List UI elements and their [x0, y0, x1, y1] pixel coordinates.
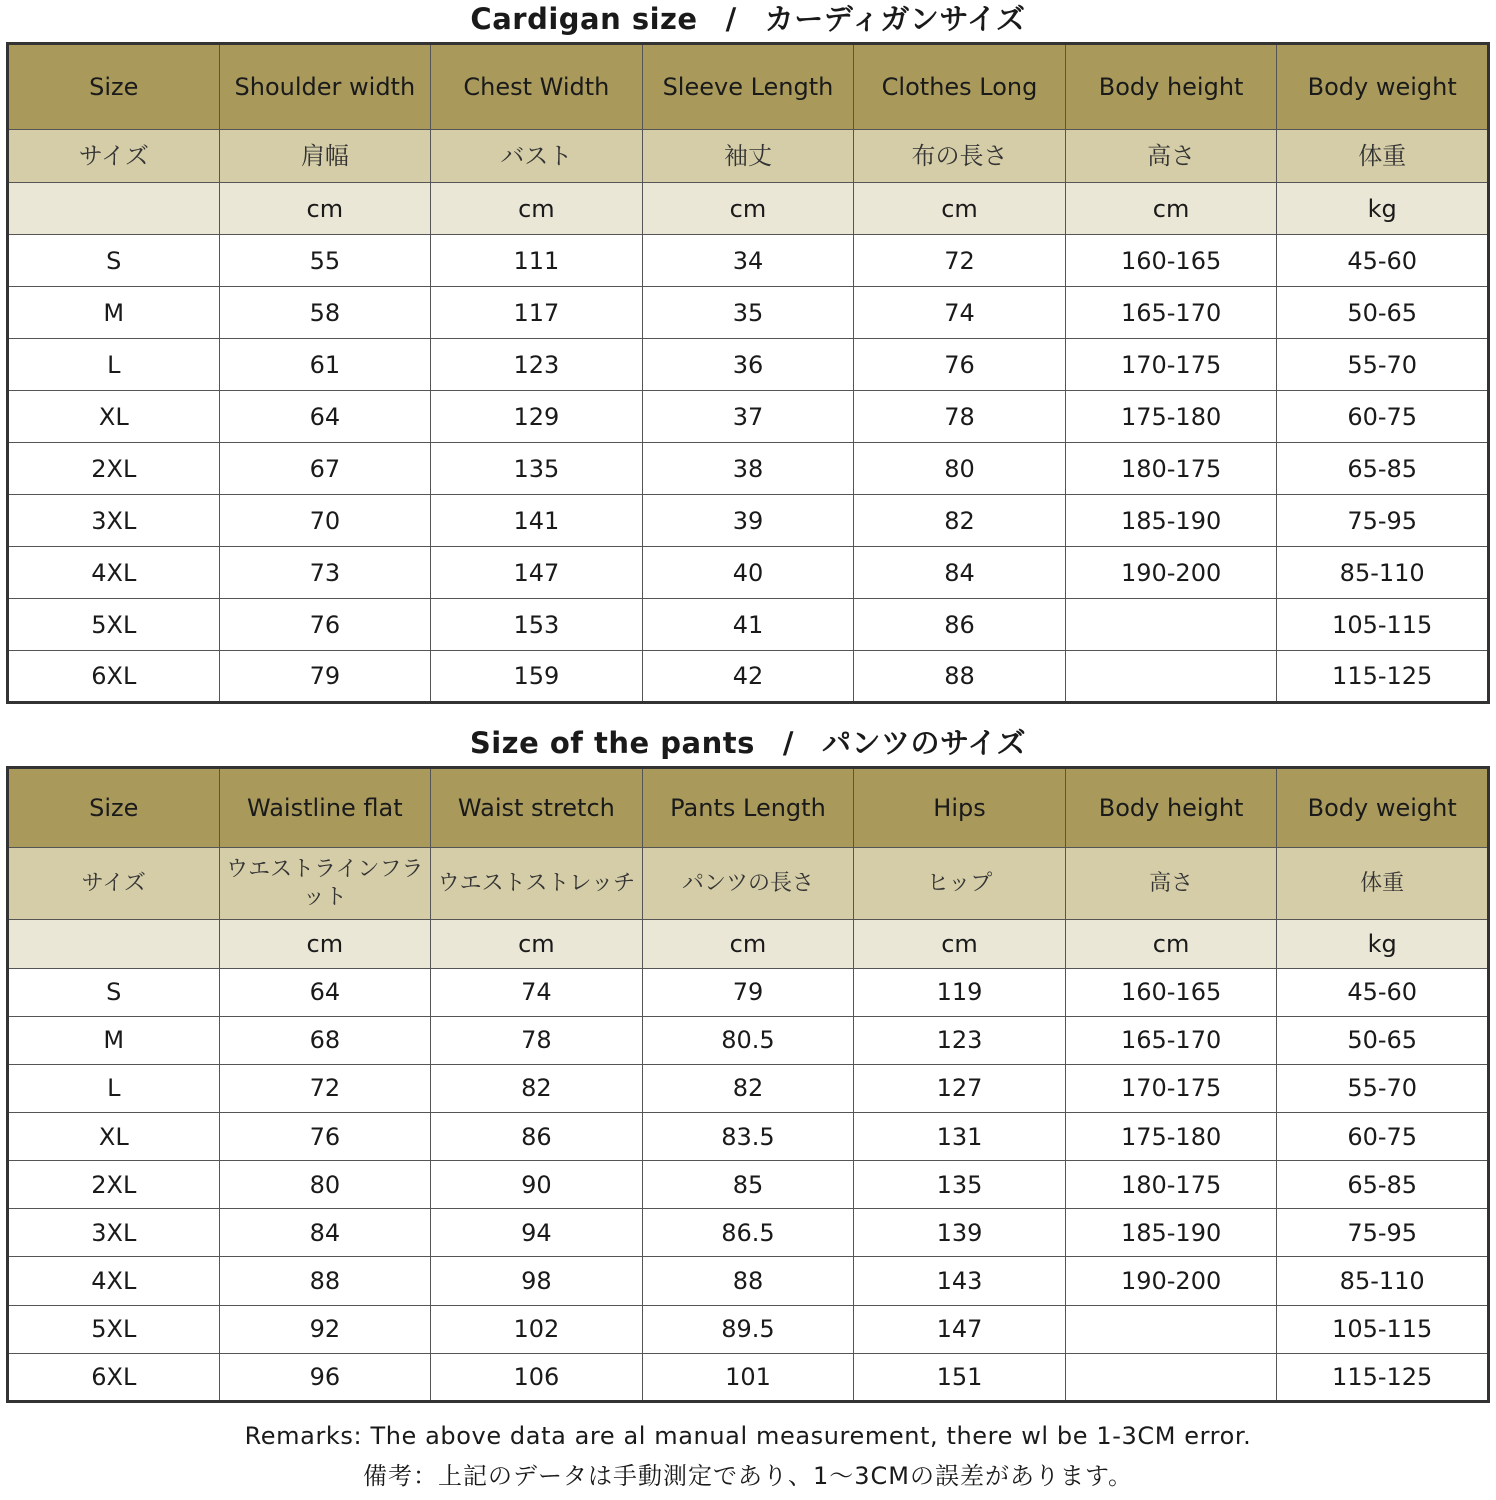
cardigan-table-row-cell: 70 [219, 495, 431, 547]
cardigan-table-row-cell: 5XL [8, 599, 220, 651]
pants-table-row-cell: 84 [219, 1209, 431, 1257]
pants-header-en-cell: Size [8, 768, 220, 848]
pants-table-row-cell: 139 [854, 1209, 1066, 1257]
cardigan-header-en-cell: Sleeve Length [642, 44, 854, 130]
cardigan-table-row-cell: 67 [219, 443, 431, 495]
pants-table-row-cell: 96 [219, 1353, 431, 1401]
cardigan-table-row-cell: L [8, 339, 220, 391]
cardigan-header-jp-cell: サイズ [8, 130, 220, 183]
pants-table-row-cell: 98 [431, 1257, 643, 1305]
cardigan-table-row-cell: 88 [854, 651, 1066, 703]
cardigan-header-jp [8, 130, 1489, 183]
pants-header-en [8, 768, 1489, 848]
cardigan-header-en-cell: Chest Width [431, 44, 643, 130]
cardigan-table-row [8, 651, 1489, 703]
pants-table-row-cell: 2XL [8, 1161, 220, 1209]
cardigan-header-en-cell: Clothes Long [854, 44, 1066, 130]
cardigan-table-row-cell: 111 [431, 235, 643, 287]
pants-table-row-cell: 86 [431, 1113, 643, 1161]
cardigan-header-units-cell [8, 183, 220, 235]
pants-table-row-cell: 45-60 [1277, 968, 1489, 1016]
pants-header-en-cell: Body height [1065, 768, 1277, 848]
cardigan-table-row-cell: 80 [854, 443, 1066, 495]
cardigan-table-row [8, 547, 1489, 599]
cardigan-table-row-cell [1065, 599, 1277, 651]
pants-table-row-cell: 105-115 [1277, 1305, 1489, 1353]
pants-table-row-cell: 4XL [8, 1257, 220, 1305]
pants-table-row-cell: 151 [854, 1353, 1066, 1401]
pants-table-row-cell: 115-125 [1277, 1353, 1489, 1401]
cardigan-table-row-cell: 75-95 [1277, 495, 1489, 547]
cardigan-header-units-cell: cm [219, 183, 431, 235]
cardigan-title-jp: カーディガンサイズ [764, 2, 1026, 36]
pants-table-row-cell: 131 [854, 1113, 1066, 1161]
pants-header-jp-cell: サイズ [8, 848, 220, 920]
cardigan-table-row-cell: 153 [431, 599, 643, 651]
pants-table-row-cell: 123 [854, 1016, 1066, 1064]
pants-header-units-cell: cm [642, 920, 854, 968]
pants-table-row-cell: 119 [854, 968, 1066, 1016]
cardigan-table-row-cell: 147 [431, 547, 643, 599]
pants-header-units-cell: cm [219, 920, 431, 968]
cardigan-header-jp-cell: 高さ [1065, 130, 1277, 183]
cardigan-table-row-cell: 76 [854, 339, 1066, 391]
cardigan-table-row-cell: 65-85 [1277, 443, 1489, 495]
pants-header-en-cell: Body weight [1277, 768, 1489, 848]
pants-table-row-cell: M [8, 1016, 220, 1064]
cardigan-table-row-cell: 34 [642, 235, 854, 287]
pants-header-en-cell: Waist stretch [431, 768, 643, 848]
pants-table-row-cell: 88 [219, 1257, 431, 1305]
pants-table-row-cell: 82 [642, 1064, 854, 1112]
cardigan-table-row-cell: 165-170 [1065, 287, 1277, 339]
pants-table-row-cell: 89.5 [642, 1305, 854, 1353]
pants-header-en-cell: Pants Length [642, 768, 854, 848]
cardigan-table-row-cell: 39 [642, 495, 854, 547]
cardigan-table-row [8, 443, 1489, 495]
pants-header-jp [8, 848, 1489, 920]
cardigan-header-jp-cell: 体重 [1277, 130, 1489, 183]
cardigan-table-row-cell: 185-190 [1065, 495, 1277, 547]
pants-table-row-cell: 160-165 [1065, 968, 1277, 1016]
pants-title-jp: パンツのサイズ [821, 726, 1027, 760]
cardigan-table-row-cell: 123 [431, 339, 643, 391]
pants-table-row-cell: L [8, 1064, 220, 1112]
cardigan-title-en: Cardigan size [470, 2, 698, 36]
cardigan-header-jp-cell: 袖丈 [642, 130, 854, 183]
pants-table-row [8, 1161, 1489, 1209]
pants-table-row-cell: 83.5 [642, 1113, 854, 1161]
cardigan-header-en-cell: Size [8, 44, 220, 130]
pants-header-units-cell [8, 920, 220, 968]
cardigan-title-separator: / [725, 2, 737, 36]
cardigan-table-row-cell: 50-65 [1277, 287, 1489, 339]
cardigan-table-row-cell: M [8, 287, 220, 339]
cardigan-table-row-cell: 37 [642, 391, 854, 443]
cardigan-table-row [8, 391, 1489, 443]
cardigan-header-en-cell: Body weight [1277, 44, 1489, 130]
cardigan-header-units-cell: cm [642, 183, 854, 235]
pants-header-en-cell: Hips [854, 768, 1066, 848]
pants-table-row-cell: 85 [642, 1161, 854, 1209]
pants-table-row-cell [1065, 1305, 1277, 1353]
pants-table-row-cell: 180-175 [1065, 1161, 1277, 1209]
cardigan-table-row-cell: 3XL [8, 495, 220, 547]
cardigan-table-row [8, 599, 1489, 651]
cardigan-table-row [8, 235, 1489, 287]
cardigan-header-units [8, 183, 1489, 235]
pants-title-separator: / [782, 726, 794, 760]
pants-table-row-cell: 135 [854, 1161, 1066, 1209]
pants-table-row-cell: 60-75 [1277, 1113, 1489, 1161]
cardigan-table-row-cell: 64 [219, 391, 431, 443]
pants-table-row-cell: 85-110 [1277, 1257, 1489, 1305]
cardigan-table-row-cell: 38 [642, 443, 854, 495]
pants-table-row-cell: 175-180 [1065, 1113, 1277, 1161]
pants-table-row-cell: 90 [431, 1161, 643, 1209]
pants-header-jp-cell: 高さ [1065, 848, 1277, 920]
pants-table-row-cell: 74 [431, 968, 643, 1016]
pants-table-row-cell: 170-175 [1065, 1064, 1277, 1112]
cardigan-table-row-cell: 135 [431, 443, 643, 495]
pants-table-row-cell: 92 [219, 1305, 431, 1353]
pants-header-jp-cell: パンツの長さ [642, 848, 854, 920]
pants-header-en-cell: Waistline flat [219, 768, 431, 848]
cardigan-table-row-cell: 180-175 [1065, 443, 1277, 495]
cardigan-table-row-cell: 141 [431, 495, 643, 547]
pants-header-jp-cell: ウエストストレッチ [431, 848, 643, 920]
pants-table-row-cell [1065, 1353, 1277, 1401]
cardigan-header-jp-cell: 肩幅 [219, 130, 431, 183]
cardigan-table-row-cell: 159 [431, 651, 643, 703]
cardigan-table-row-cell: 61 [219, 339, 431, 391]
cardigan-table-row-cell: 190-200 [1065, 547, 1277, 599]
pants-table-row-cell: 5XL [8, 1305, 220, 1353]
cardigan-table-body [8, 44, 1489, 703]
cardigan-table-row-cell [1065, 651, 1277, 703]
pants-table-row-cell: 127 [854, 1064, 1066, 1112]
pants-table-row-cell: 106 [431, 1353, 643, 1401]
cardigan-table-row-cell: 105-115 [1277, 599, 1489, 651]
cardigan-table-row-cell: 2XL [8, 443, 220, 495]
pants-table-row-cell: 102 [431, 1305, 643, 1353]
pants-table-row [8, 968, 1489, 1016]
cardigan-table-row-cell: 55 [219, 235, 431, 287]
pants-table-row-cell: 79 [642, 968, 854, 1016]
pants-table-row-cell: 82 [431, 1064, 643, 1112]
cardigan-title [0, 0, 1496, 40]
pants-table-row [8, 1016, 1489, 1064]
pants-table-row-cell: 185-190 [1065, 1209, 1277, 1257]
cardigan-table-row-cell: 60-75 [1277, 391, 1489, 443]
cardigan-table-row-cell: 36 [642, 339, 854, 391]
pants-header-units-cell: cm [854, 920, 1066, 968]
cardigan-table-row-cell: XL [8, 391, 220, 443]
cardigan-table-row-cell: S [8, 235, 220, 287]
pants-size-table [6, 766, 1490, 1403]
cardigan-table-row-cell: 40 [642, 547, 854, 599]
pants-table-row-cell: 143 [854, 1257, 1066, 1305]
cardigan-table-row-cell: 4XL [8, 547, 220, 599]
pants-table-row-cell: 86.5 [642, 1209, 854, 1257]
cardigan-header-en-cell: Shoulder width [219, 44, 431, 130]
pants-table-row-cell: 80 [219, 1161, 431, 1209]
pants-header-units [8, 920, 1489, 968]
pants-table-row [8, 1305, 1489, 1353]
pants-table-row-cell: 68 [219, 1016, 431, 1064]
cardigan-header-units-cell: cm [431, 183, 643, 235]
pants-table-row-cell: 88 [642, 1257, 854, 1305]
cardigan-header-en [8, 44, 1489, 130]
pants-table-row [8, 1353, 1489, 1401]
pants-table-row-cell: 165-170 [1065, 1016, 1277, 1064]
remarks-en: Remarks: The above data are al manual measurement, there wl be 1-3CM error. [244, 1422, 1252, 1450]
cardigan-table-row-cell: 85-110 [1277, 547, 1489, 599]
pants-table-row-cell: 76 [219, 1113, 431, 1161]
cardigan-table-row-cell: 117 [431, 287, 643, 339]
pants-title-en: Size of the pants [469, 726, 755, 760]
pants-table-row-cell: 50-65 [1277, 1016, 1489, 1064]
cardigan-table-row [8, 495, 1489, 547]
cardigan-table-row-cell: 86 [854, 599, 1066, 651]
cardigan-table-row-cell: 79 [219, 651, 431, 703]
cardigan-table-row-cell: 74 [854, 287, 1066, 339]
cardigan-table-row [8, 339, 1489, 391]
pants-table-row-cell: 101 [642, 1353, 854, 1401]
pants-title [0, 722, 1496, 764]
pants-table-row-cell: XL [8, 1113, 220, 1161]
cardigan-table-row-cell: 129 [431, 391, 643, 443]
pants-table-row [8, 1064, 1489, 1112]
pants-table-row-cell: 3XL [8, 1209, 220, 1257]
cardigan-table-row-cell: 76 [219, 599, 431, 651]
cardigan-table-row-cell: 78 [854, 391, 1066, 443]
cardigan-size-table [6, 42, 1490, 704]
pants-table-row [8, 1257, 1489, 1305]
pants-header-units-cell: cm [1065, 920, 1277, 968]
pants-table-row-cell: 75-95 [1277, 1209, 1489, 1257]
cardigan-table-row-cell: 42 [642, 651, 854, 703]
remarks-jp: 備考：上記のデータは手動測定であり、1～3CMの誤差があります。 [362, 1462, 1134, 1490]
cardigan-table-row-cell: 6XL [8, 651, 220, 703]
pants-header-jp-cell: ヒップ [854, 848, 1066, 920]
cardigan-header-units-cell: cm [854, 183, 1066, 235]
pants-table-row-cell: 147 [854, 1305, 1066, 1353]
cardigan-table-row-cell: 72 [854, 235, 1066, 287]
cardigan-table-row-cell: 115-125 [1277, 651, 1489, 703]
cardigan-table-row-cell: 35 [642, 287, 854, 339]
pants-table-row-cell: 78 [431, 1016, 643, 1064]
pants-header-jp-cell: ウエストラインフラット [219, 848, 431, 920]
pants-table-row [8, 1113, 1489, 1161]
pants-table-row-cell: 190-200 [1065, 1257, 1277, 1305]
cardigan-table-row [8, 287, 1489, 339]
pants-table-body [8, 768, 1489, 1402]
cardigan-table-row-cell: 41 [642, 599, 854, 651]
pants-table-row [8, 1209, 1489, 1257]
cardigan-header-jp-cell: 布の長さ [854, 130, 1066, 183]
pants-header-jp-cell: 体重 [1277, 848, 1489, 920]
cardigan-table-row-cell: 82 [854, 495, 1066, 547]
pants-table-row-cell: 72 [219, 1064, 431, 1112]
cardigan-header-en-cell: Body height [1065, 44, 1277, 130]
cardigan-table-row-cell: 45-60 [1277, 235, 1489, 287]
cardigan-table-row-cell: 170-175 [1065, 339, 1277, 391]
cardigan-table-row-cell: 160-165 [1065, 235, 1277, 287]
pants-table-row-cell: 55-70 [1277, 1064, 1489, 1112]
pants-table-row-cell: 6XL [8, 1353, 220, 1401]
cardigan-table-row-cell: 84 [854, 547, 1066, 599]
cardigan-table-row-cell: 55-70 [1277, 339, 1489, 391]
pants-table-row-cell: 80.5 [642, 1016, 854, 1064]
cardigan-header-jp-cell: バスト [431, 130, 643, 183]
pants-header-units-cell: kg [1277, 920, 1489, 968]
cardigan-header-units-cell: cm [1065, 183, 1277, 235]
pants-table-row-cell: 65-85 [1277, 1161, 1489, 1209]
pants-table-row-cell: 94 [431, 1209, 643, 1257]
pants-table-row-cell: 64 [219, 968, 431, 1016]
cardigan-table-row-cell: 73 [219, 547, 431, 599]
cardigan-table-row-cell: 175-180 [1065, 391, 1277, 443]
cardigan-header-units-cell: kg [1277, 183, 1489, 235]
pants-table-row-cell: S [8, 968, 220, 1016]
cardigan-table-row-cell: 58 [219, 287, 431, 339]
pants-header-units-cell: cm [431, 920, 643, 968]
